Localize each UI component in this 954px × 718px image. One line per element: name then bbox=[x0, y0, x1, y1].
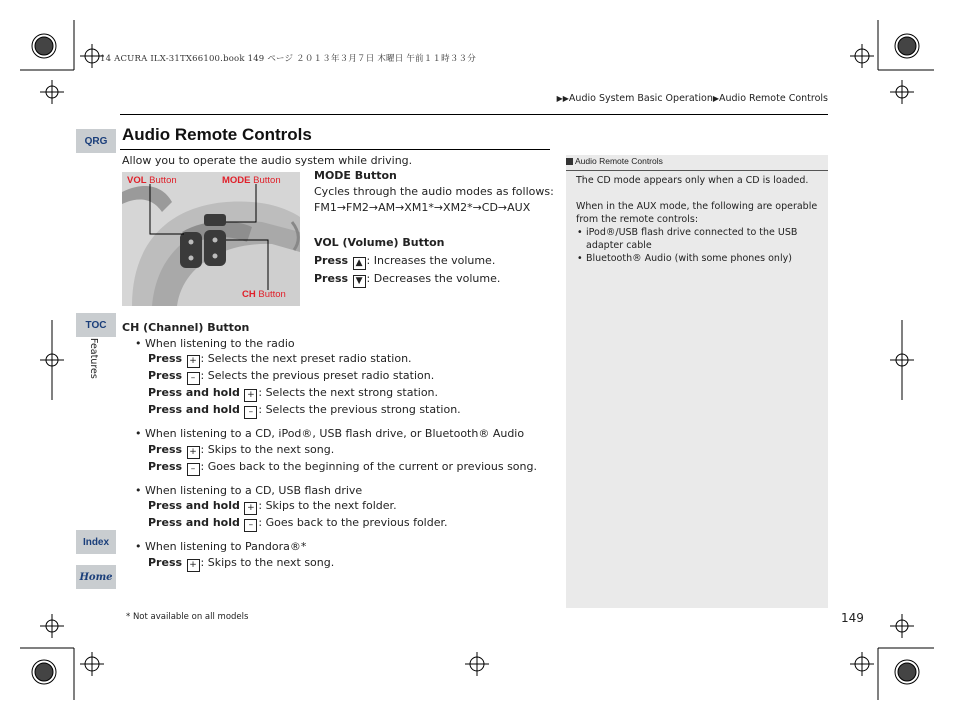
mode-callout-bold: MODE bbox=[222, 175, 251, 186]
qrg-button[interactable]: QRG bbox=[76, 129, 116, 153]
toc-button[interactable]: TOC bbox=[76, 313, 116, 337]
list-item bbox=[135, 459, 562, 476]
ch-line-text: : Goes back to the beginning of the current or previous song. bbox=[200, 459, 537, 473]
print-info-line: 14 ACURA ILX-31TX66100.book 149 ページ ２０１３年３月７日 木曜日 午前１１時３３分 bbox=[100, 54, 476, 64]
ch-action: Press and hold bbox=[148, 403, 240, 416]
breadcrumb-current: Audio Remote Controls bbox=[719, 93, 828, 104]
side-note-header bbox=[566, 155, 828, 171]
vol-down-action: Press bbox=[314, 272, 349, 285]
list-item bbox=[135, 385, 562, 402]
list-item bbox=[135, 442, 562, 459]
ch-line-text: : Skips to the next song. bbox=[200, 555, 335, 569]
side-note-p1: The CD mode appears only when a CD is loaded. bbox=[576, 175, 809, 186]
list-item: • Bluetooth® Audio (with some phones only) bbox=[586, 252, 824, 265]
vol-button-section bbox=[314, 234, 554, 288]
ch-action: Press and hold bbox=[148, 499, 240, 512]
ch-action: Press bbox=[148, 352, 183, 365]
ch-group-cd-title: When listening to a CD, iPod®, USB flash drive, or Bluetooth® Audio bbox=[145, 427, 525, 440]
vol-up-action: Press bbox=[314, 254, 349, 267]
list-item: • iPod®/USB flash drive connected to the USB adapter cable bbox=[586, 226, 824, 252]
intro-text: Allow you to operate the audio system while driving. bbox=[122, 154, 413, 167]
vol-up-text: : Increases the volume. bbox=[366, 254, 496, 267]
triangle-up-icon: ▲ bbox=[353, 257, 366, 270]
vol-down-text: : Decreases the volume. bbox=[366, 272, 501, 285]
steering-wheel-illustration bbox=[122, 172, 300, 306]
ch-action: Press bbox=[148, 369, 183, 382]
ch-line-text: : Selects the previous preset radio station. bbox=[200, 369, 435, 382]
list-item: • When listening to a CD, iPod®, USB flash drive, or Bluetooth® Audio bbox=[135, 427, 525, 440]
ch-action: Press and hold bbox=[148, 516, 240, 529]
title-underline bbox=[120, 149, 550, 150]
list-item bbox=[135, 515, 562, 532]
list-item bbox=[135, 368, 562, 385]
ch-group-pandora bbox=[122, 539, 562, 572]
header-rule bbox=[120, 114, 828, 115]
list-item bbox=[135, 351, 562, 368]
index-button[interactable]: Index bbox=[76, 530, 116, 554]
mode-callout-rest: Button bbox=[250, 175, 281, 186]
minus-icon: – bbox=[244, 519, 257, 532]
vol-button-callout bbox=[127, 175, 177, 186]
ch-line-text: : Skips to the next song. bbox=[200, 442, 335, 456]
list-item bbox=[135, 498, 562, 515]
ch-callout-rest: Button bbox=[255, 289, 286, 300]
ch-line-text: : Selects the previous strong station. bbox=[258, 403, 461, 416]
ch-group-radio-title: When listening to the radio bbox=[145, 336, 295, 350]
plus-icon: + bbox=[187, 559, 200, 572]
ch-button-callout bbox=[242, 289, 286, 300]
ch-group-radio bbox=[122, 336, 562, 420]
mode-button-section bbox=[314, 168, 554, 216]
triangle-down-icon: ▼ bbox=[353, 275, 366, 288]
ch-action: Press and hold bbox=[148, 386, 240, 399]
ch-line-text: : Skips to the next folder. bbox=[258, 499, 397, 512]
minus-icon: – bbox=[187, 372, 200, 385]
ch-heading: CH (Channel) Button bbox=[122, 321, 250, 334]
ch-button-section bbox=[122, 320, 562, 572]
vol-callout-rest: Button bbox=[146, 175, 177, 186]
plus-icon: + bbox=[244, 389, 257, 402]
plus-icon: + bbox=[187, 446, 200, 459]
side-note-body bbox=[576, 174, 824, 265]
list-item bbox=[135, 402, 562, 419]
list-item bbox=[135, 555, 562, 572]
list-item: • When listening to a CD, USB flash drive bbox=[135, 483, 363, 497]
ch-group-pandora-title: When listening to Pandora®* bbox=[145, 540, 307, 553]
breadcrumb-arrow: ▶ bbox=[712, 94, 719, 103]
mode-sequence: FM1→FM2→AM→XM1*→XM2*→CD→AUX bbox=[314, 201, 531, 214]
ch-line-text: : Selects the next strong station. bbox=[258, 386, 439, 399]
ch-action: Press bbox=[148, 442, 183, 456]
plus-icon: + bbox=[187, 355, 200, 368]
ch-line-text: : Selects the next preset radio station. bbox=[200, 352, 412, 365]
note-icon bbox=[566, 158, 573, 165]
page-number: 149 bbox=[841, 611, 864, 625]
mode-heading: MODE Button bbox=[314, 169, 397, 182]
vol-up-line bbox=[314, 252, 554, 270]
ch-callout-bold: CH bbox=[242, 289, 256, 300]
breadcrumb bbox=[557, 93, 828, 104]
list-item: • When listening to Pandora®* bbox=[135, 540, 307, 553]
ch-line-text: : Goes back to the previous folder. bbox=[258, 516, 448, 529]
section-tab-features: Features bbox=[88, 338, 99, 379]
ch-action: Press bbox=[148, 459, 183, 473]
list-item: • When listening to the radio bbox=[135, 336, 295, 350]
ch-group-cd-ipod bbox=[122, 426, 562, 476]
ch-action: Press bbox=[148, 555, 183, 569]
mode-description: Cycles through the audio modes as follows: bbox=[314, 185, 554, 198]
home-button[interactable]: Home bbox=[76, 565, 116, 589]
footnote: * Not available on all models bbox=[126, 612, 249, 622]
plus-icon: + bbox=[244, 502, 257, 515]
minus-icon: – bbox=[244, 406, 257, 419]
ch-group-cd-usb bbox=[122, 483, 562, 533]
breadcrumb-link-audio-basic[interactable]: Audio System Basic Operation bbox=[568, 93, 713, 104]
ch-group-usb-title: When listening to a CD, USB flash drive bbox=[145, 483, 363, 497]
vol-down-line bbox=[314, 270, 554, 288]
side-note-list bbox=[576, 226, 824, 265]
steering-wheel-figure bbox=[122, 172, 300, 306]
vol-heading: VOL (Volume) Button bbox=[314, 236, 445, 249]
side-note-p2: When in the AUX mode, the following are operable from the remote controls: bbox=[576, 201, 818, 225]
breadcrumb-arrows: ▶▶ bbox=[556, 94, 569, 103]
minus-icon: – bbox=[187, 463, 200, 476]
page-title: Audio Remote Controls bbox=[122, 125, 312, 144]
side-note-title: Audio Remote Controls bbox=[575, 156, 663, 166]
vol-callout-bold: VOL bbox=[127, 175, 147, 186]
mode-button-callout bbox=[222, 175, 281, 186]
